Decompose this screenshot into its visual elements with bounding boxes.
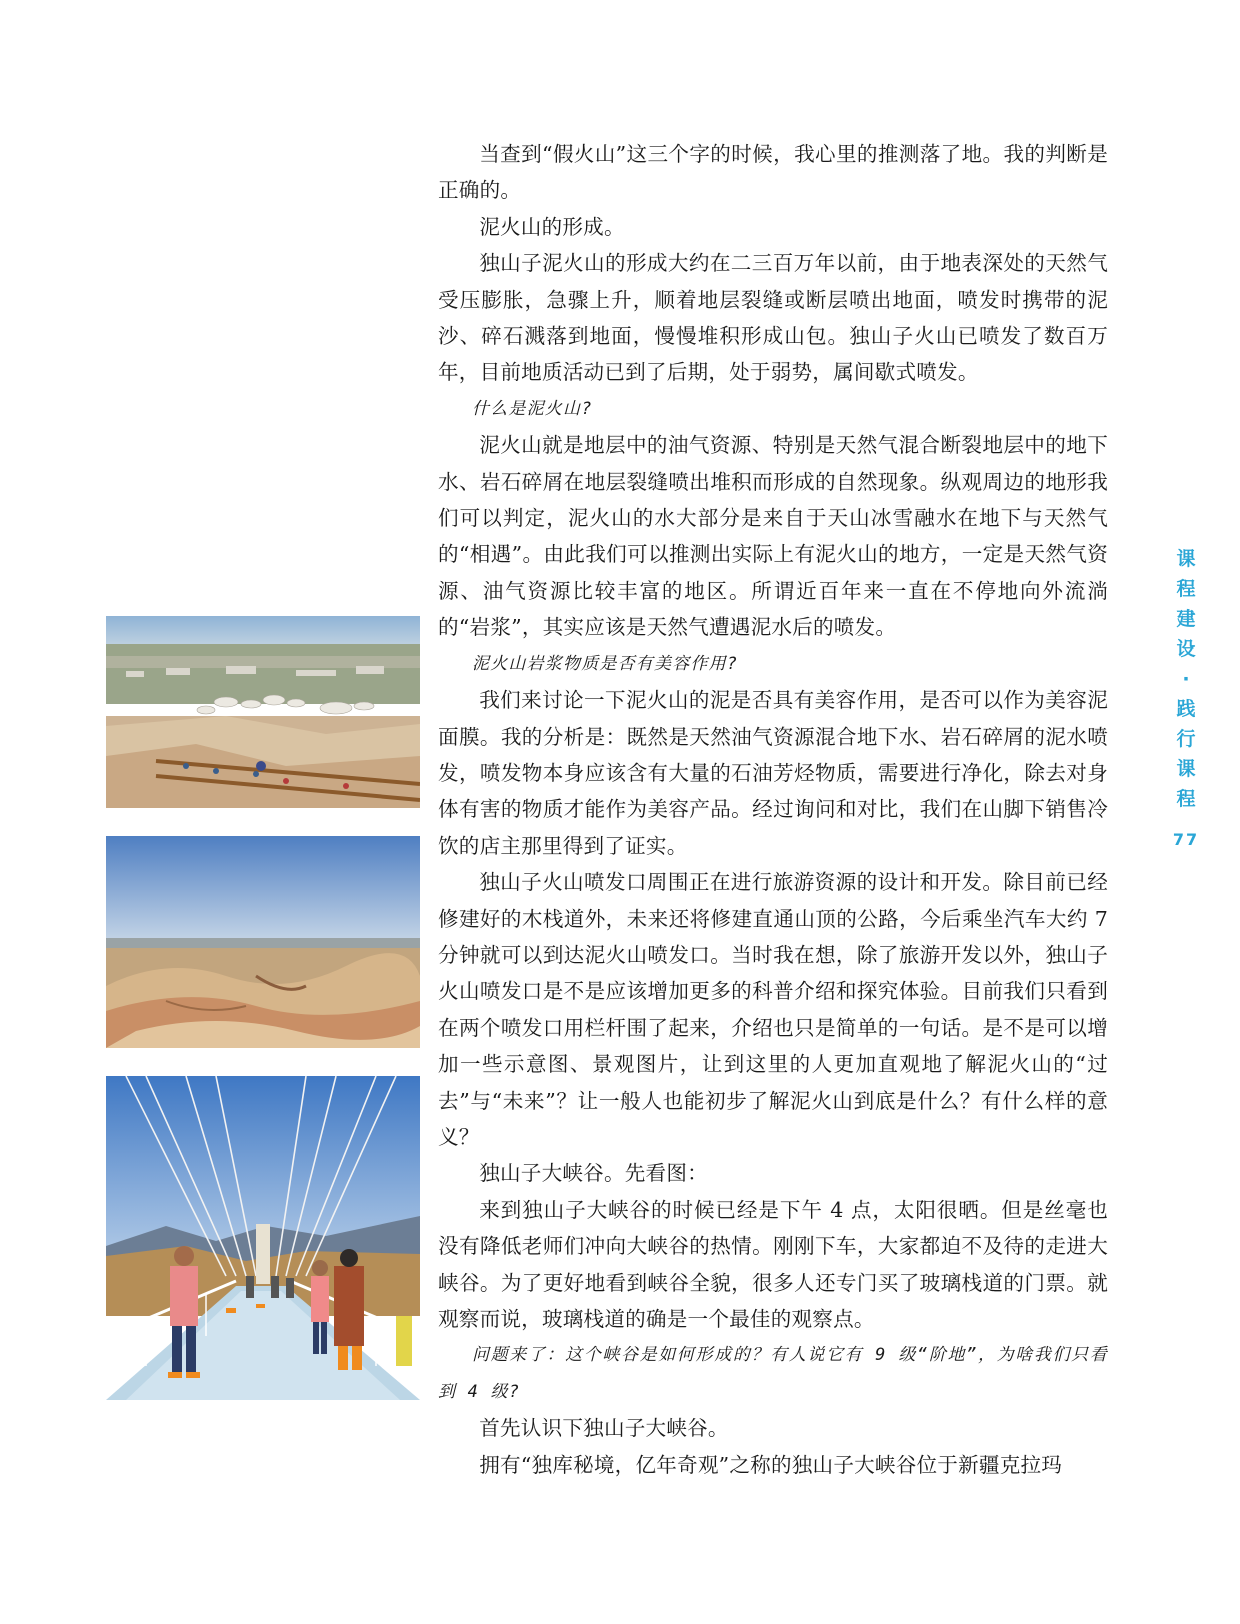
photo-refinery-boardwalk <box>106 616 420 808</box>
paragraph: 首先认识下独山子大峡谷。 <box>479 1416 729 1441</box>
section-side-tab <box>1172 544 1200 814</box>
paragraph: 泥火山就是地层中的油气资源、特别是天然气混合断裂地层中的地下水、岩石碎屑在地层裂缝喷出堆积而形成的自然现象。纵观周边的地形我们可以判定，泥火山的水大部分是来自于天山冰雪融水在地下与天然气的“相遇”。由此我们可以推测出实际上有泥火山的地方，一定是天然气资源、油气资源比较丰富的地区。所谓近百年来一直在不停地向外流淌的“岩浆”，其实应该是天然气遭遇泥水后的喷发。 <box>438 433 1108 640</box>
side-tab-char: 行 <box>1176 728 1196 750</box>
paragraph: 独山子泥火山的形成大约在二三百万年以前，由于地表深处的天然气受压膨胀，急骤上升，顺着地层裂缝或断层喷出地面，喷发时携带的泥沙、碎石溅落到地面，慢慢堆积形成山包。独山子火山已喷发了数百万年，目前地质活动已到了后期，处于弱势，属间歇式喷发。 <box>438 251 1108 385</box>
side-tab-char: 程 <box>1176 788 1196 810</box>
side-tab-char: 建 <box>1176 608 1196 630</box>
page-number: 77 <box>1172 830 1200 849</box>
side-tab-char: 程 <box>1176 578 1196 600</box>
side-tab-char: 设 <box>1176 638 1196 660</box>
section-heading: 泥火山的形成。 <box>479 214 625 239</box>
paragraph: 独山子火山喷发口周围正在进行旅游资源的设计和开发。除目前已经修建好的木栈道外，未来还将修建直通山顶的公路，今后乘坐汽车大约 7 分钟就可以到达泥火山喷发口。当时我在想，除了旅游开发以外，独山子火山喷发口是不是应该增加更多的科普介绍和探究体验。目前我们只看到在两个喷发口用栏杆围了起来，介绍也只是简单的一句话。是不是可以增加一些示意图、景观图片，让到这里的人更加直观地了解泥火山的“过去”与“未来”？让一般人也能初步了解泥火山到底是什么？有什么样的意义？ <box>438 870 1108 1149</box>
section-heading: 独山子大峡谷。先看图： <box>479 1161 708 1186</box>
paragraph: 来到独山子大峡谷的时候已经是下午 4 点，太阳很晒。但是丝毫也没有降低老师们冲向大峡谷的热情。刚刚下车，大家都迫不及待的走进大峡谷。为了更好地看到峡谷全貌，很多人还专门买了玻璃栈道的门票。就观察而说，玻璃栈道的确是一个最佳的观察点。 <box>438 1197 1108 1331</box>
article-body <box>438 136 1108 1483</box>
paragraph: 当查到“假火山”这三个字的时候，我心里的推测落了地。我的判断是正确的。 <box>438 142 1108 203</box>
paragraph: 我们来讨论一下泥火山的泥是否具有美容作用，是否可以作为美容泥面膜。我的分析是：既然是天然油气资源混合地下水、岩石碎屑的泥水喷发，喷发物本身应该含有大量的石油芳烃物质，需要进行净化，除去对身体有害的物质才能作为美容产品。经过询问和对比，我们在山脚下销售冷饮的店主那里得到了证实。 <box>438 688 1108 858</box>
side-tab-char: 课 <box>1176 758 1196 780</box>
side-tab-char: 践 <box>1176 698 1196 720</box>
side-tab-char: · <box>1182 668 1190 690</box>
side-tab-char: 课 <box>1176 548 1196 570</box>
question-heading: 问题来了：这个峡谷是如何形成的？有人说它有 9 级“阶地”，为啥我们只看到 4 级? <box>438 1345 1108 1402</box>
photo-canyon-landscape <box>106 836 420 1048</box>
question-heading: 什么是泥火山? <box>472 398 593 419</box>
photo-glass-bridge <box>106 1076 420 1400</box>
question-heading: 泥火山岩浆物质是否有美容作用? <box>472 653 739 674</box>
paragraph: 拥有“独库秘境，亿年奇观”之称的独山子大峡谷位于新疆克拉玛 <box>479 1452 1063 1477</box>
